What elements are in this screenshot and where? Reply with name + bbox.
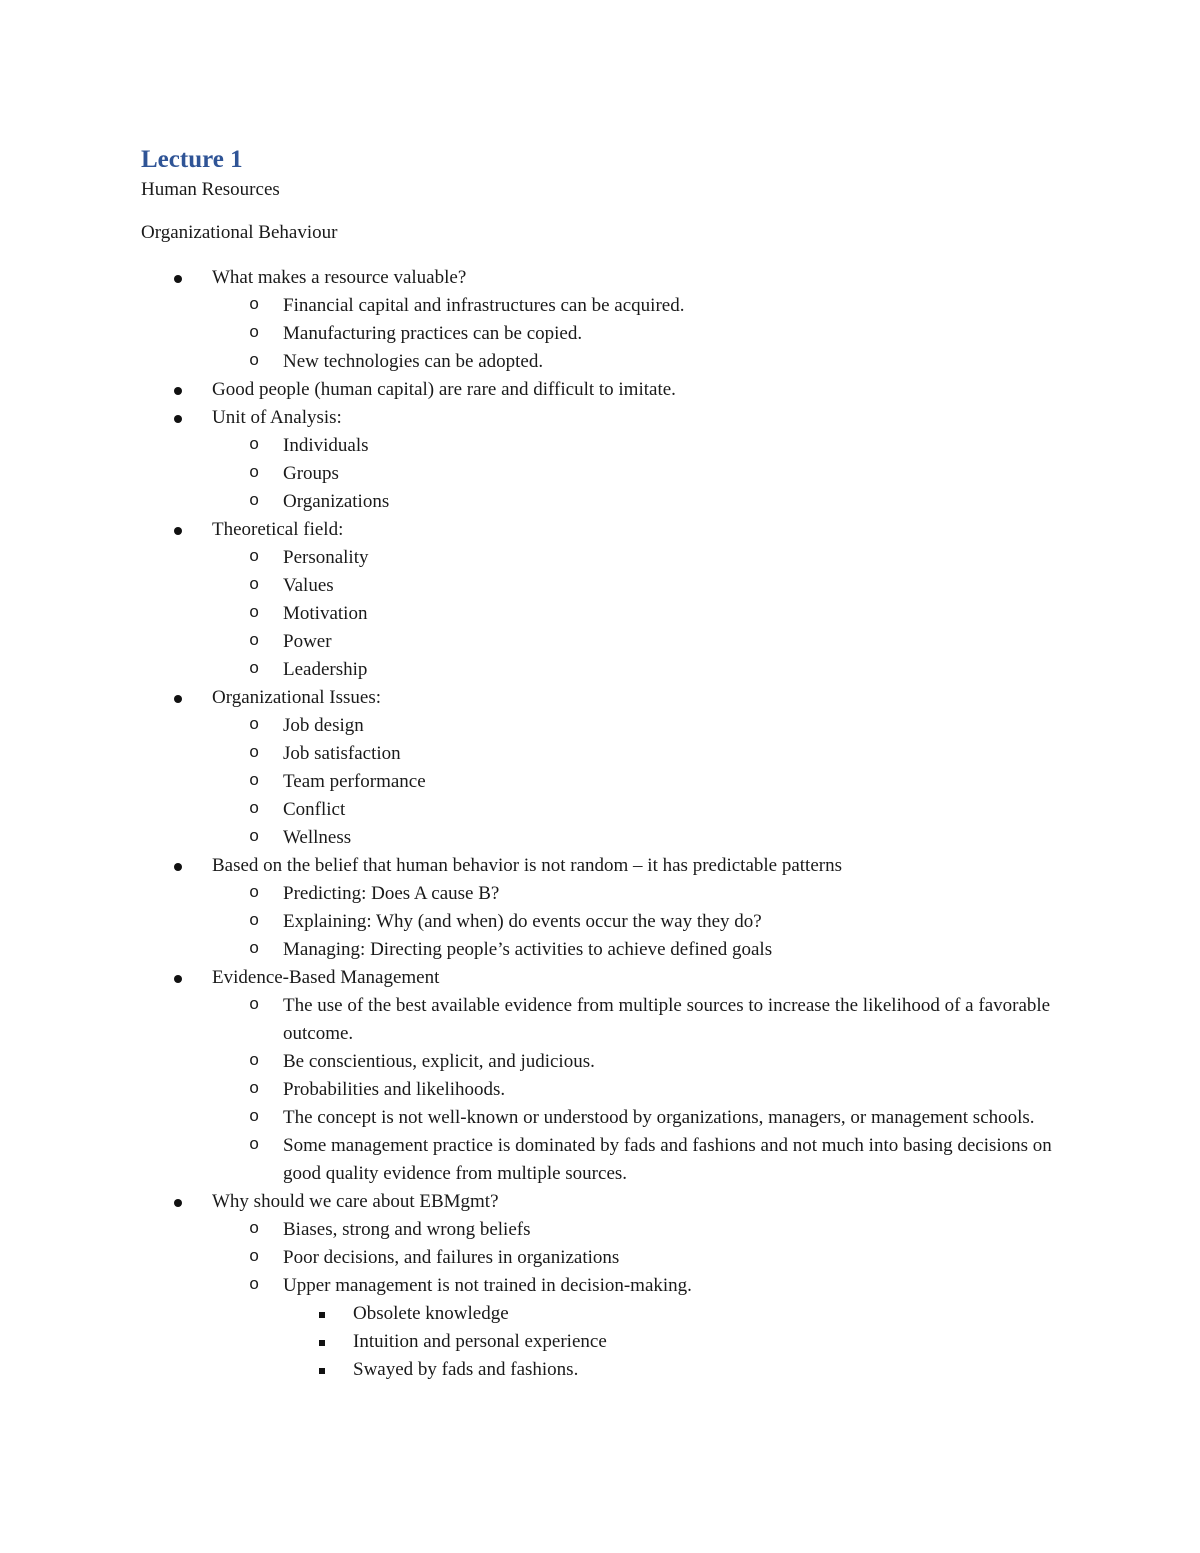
list-item <box>141 600 1061 628</box>
list-item <box>141 768 1061 796</box>
list-item <box>141 320 1061 348</box>
bullet-circle-icon: o <box>249 464 260 483</box>
list-item <box>141 460 1061 488</box>
list-item <box>141 936 1061 964</box>
list-item-text: Biases, strong and wrong beliefs <box>283 1219 531 1240</box>
list-item <box>141 404 1061 432</box>
list-item-text: Explaining: Why (and when) do events occur the way they do? <box>283 911 762 932</box>
bullet-list <box>141 264 1061 1384</box>
list-item-text: Swayed by fads and fashions. <box>353 1359 579 1380</box>
bullet-circle-icon: o <box>249 716 260 735</box>
bullet-circle-icon: o <box>249 912 260 931</box>
bullet-circle-icon: o <box>249 352 260 371</box>
list-item <box>141 544 1061 572</box>
list-item-text: Groups <box>283 463 339 484</box>
list-item-text: Team performance <box>283 771 426 792</box>
list-item-text: Be conscientious, explicit, and judicious. <box>283 1051 595 1072</box>
list-item-text: What makes a resource valuable? <box>212 267 467 288</box>
list-item-text: Wellness <box>283 827 352 848</box>
list-item <box>141 1244 1061 1272</box>
bullet-circle-icon: o <box>249 744 260 763</box>
list-item-text: Organizations <box>283 491 390 512</box>
bullet-circle-icon: o <box>249 296 260 315</box>
list-item-text: Values <box>283 575 334 596</box>
bullet-circle-icon: o <box>249 632 260 651</box>
bullet-circle-icon: o <box>249 660 260 679</box>
bullet-circle-icon: o <box>249 1052 260 1071</box>
list-item <box>141 1104 1061 1132</box>
list-item-text: The concept is not well-known or understood by organizations, managers, or management schools. <box>283 1107 1035 1128</box>
bullet-circle-icon: o <box>249 884 260 903</box>
list-item <box>141 1076 1061 1104</box>
list-item-text: Personality <box>283 547 369 568</box>
list-item-text: Managing: Directing people’s activities to achieve defined goals <box>283 939 773 960</box>
list-item-text: Theoretical field: <box>212 519 344 540</box>
list-item <box>141 516 1061 544</box>
list-item <box>141 1272 1061 1300</box>
list-item-text: Good people (human capital) are rare and difficult to imitate. <box>212 379 676 400</box>
list-item-text: Job design <box>283 715 364 736</box>
list-item <box>141 572 1061 600</box>
list-item <box>141 824 1061 852</box>
list-item <box>141 348 1061 376</box>
list-item <box>141 908 1061 936</box>
list-item-text: Motivation <box>283 603 368 624</box>
list-item-text: Manufacturing practices can be copied. <box>283 323 583 344</box>
bullet-circle-icon: o <box>249 940 260 959</box>
list-item-text: Evidence-Based Management <box>212 967 440 988</box>
list-item <box>141 488 1061 516</box>
bullet-circle-icon: o <box>249 492 260 511</box>
list-item <box>141 1328 1061 1356</box>
page-title: Lecture 1 <box>141 146 243 173</box>
list-item <box>141 1048 1061 1076</box>
list-item-text: Upper management is not trained in decision-making. <box>283 1275 692 1296</box>
list-item <box>141 1188 1061 1216</box>
list-item-text: Poor decisions, and failures in organizations <box>283 1247 620 1268</box>
list-item <box>141 628 1061 656</box>
list-item <box>141 1216 1061 1244</box>
bullet-circle-icon: o <box>249 1248 260 1267</box>
subtitle-organizational-behaviour: Organizational Behaviour <box>141 222 338 243</box>
list-item <box>141 1300 1061 1328</box>
list-item <box>141 852 1061 880</box>
bullet-circle-icon: o <box>249 548 260 567</box>
bullet-circle-icon: o <box>249 1108 260 1127</box>
list-item-text: Power <box>283 631 332 652</box>
list-item <box>141 712 1061 740</box>
bullet-circle-icon: o <box>249 604 260 623</box>
list-item-text: Why should we care about EBMgmt? <box>212 1191 499 1212</box>
subtitle-human-resources: Human Resources <box>141 179 280 200</box>
list-item-text: Unit of Analysis: <box>212 407 342 428</box>
bullet-circle-icon: o <box>249 1220 260 1239</box>
list-item-text: Job satisfaction <box>283 743 401 764</box>
bullet-circle-icon: o <box>249 324 260 343</box>
bullet-circle-icon: o <box>249 828 260 847</box>
bullet-circle-icon: o <box>249 1080 260 1099</box>
list-item-text: The use of the best available evidence from multiple sources to increase the likelihood of a favorable outcome. <box>283 995 1051 1044</box>
list-item-text: Probabilities and likelihoods. <box>283 1079 506 1100</box>
list-item-text: Financial capital and infrastructures can be acquired. <box>283 295 685 316</box>
list-item <box>141 1356 1061 1384</box>
bullet-circle-icon: o <box>249 1276 260 1295</box>
bullet-circle-icon: o <box>249 436 260 455</box>
list-item-text: Obsolete knowledge <box>353 1303 509 1324</box>
list-item <box>141 964 1061 992</box>
list-item <box>141 376 1061 404</box>
list-item <box>141 264 1061 292</box>
bullet-circle-icon: o <box>249 772 260 791</box>
bullet-circle-icon: o <box>249 996 260 1015</box>
list-item-text: Based on the belief that human behavior is not random – it has predictable patterns <box>212 855 842 876</box>
list-item <box>141 1132 1061 1188</box>
list-item-text: Predicting: Does A cause B? <box>283 883 500 904</box>
list-item <box>141 740 1061 768</box>
list-item-text: Leadership <box>283 659 368 680</box>
list-item-text: Individuals <box>283 435 369 456</box>
list-item <box>141 656 1061 684</box>
list-item-text: Some management practice is dominated by fads and fashions and not much into basing decisions on good quality evidence from multiple sources. <box>283 1135 1052 1184</box>
list-item-text: Conflict <box>283 799 346 820</box>
list-item <box>141 992 1061 1048</box>
list-item-text: Organizational Issues: <box>212 687 382 708</box>
bullet-circle-icon: o <box>249 576 260 595</box>
document-page <box>141 142 1061 1384</box>
bullet-circle-icon: o <box>249 800 260 819</box>
list-item <box>141 432 1061 460</box>
list-item <box>141 292 1061 320</box>
list-item <box>141 796 1061 824</box>
bullet-circle-icon: o <box>249 1136 260 1155</box>
list-item-text: Intuition and personal experience <box>353 1331 607 1352</box>
list-item-text: New technologies can be adopted. <box>283 351 544 372</box>
list-item <box>141 880 1061 908</box>
list-item <box>141 684 1061 712</box>
